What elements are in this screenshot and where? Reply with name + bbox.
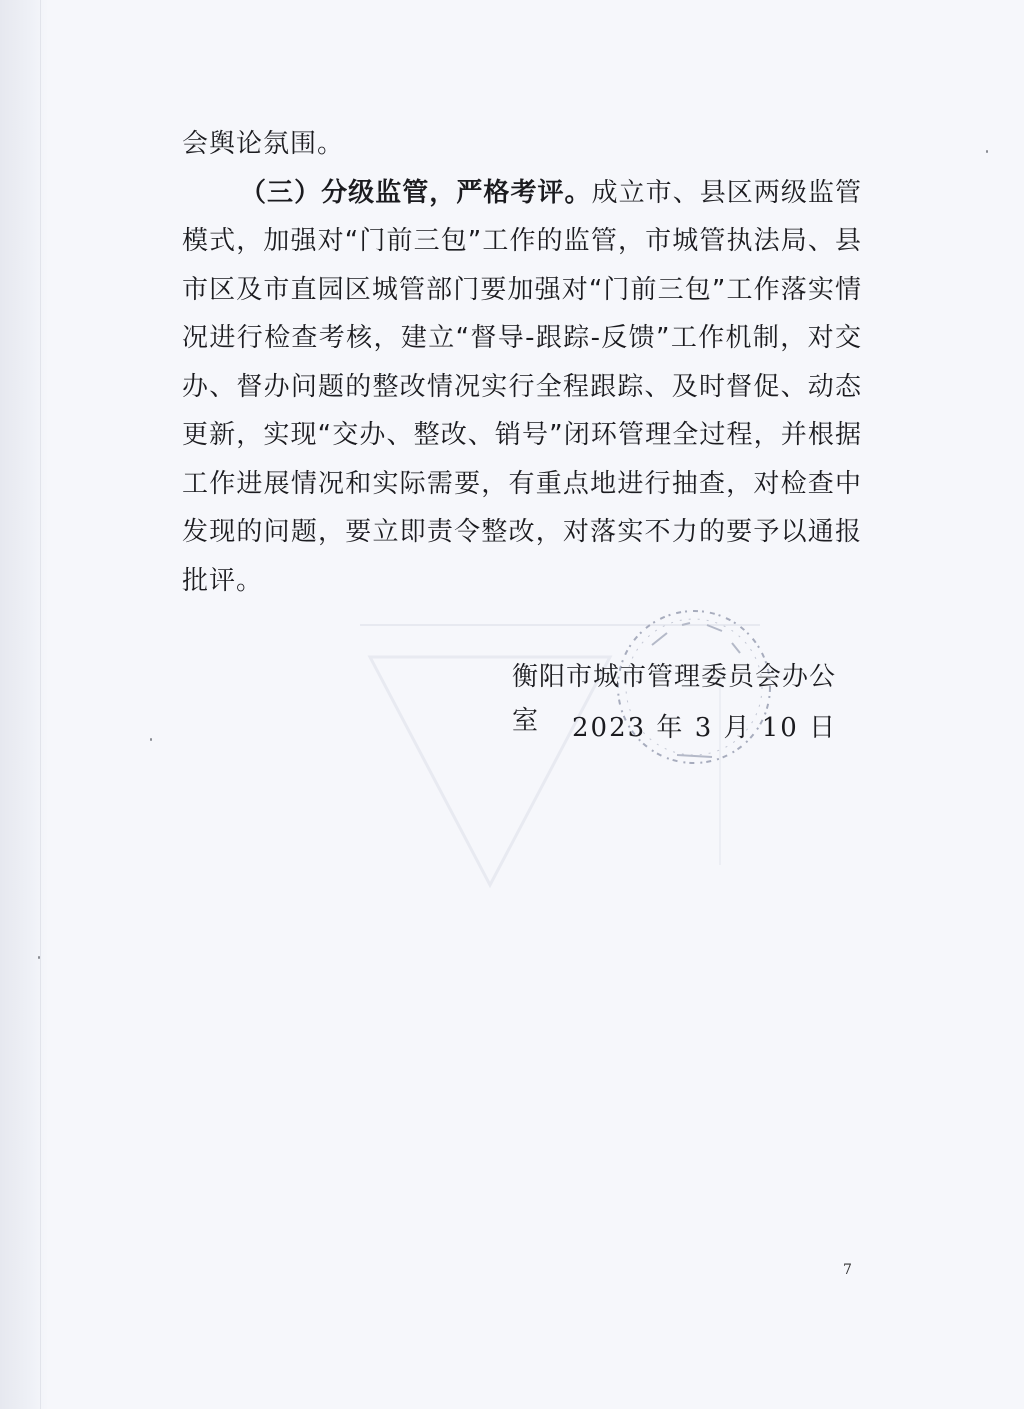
scan-speck <box>38 956 40 959</box>
document-body <box>182 120 862 605</box>
issuing-organization: 衡阳市城市管理委员会办公室 <box>512 662 837 736</box>
binding-edge <box>40 0 41 1409</box>
page-number: 7 <box>843 1262 852 1278</box>
scan-speck <box>150 738 152 741</box>
paragraph-tail: 会舆论氛围。 <box>182 129 345 159</box>
issue-date: 2023 年 3 月 10 日 <box>572 713 838 743</box>
scan-speck <box>986 150 988 153</box>
section-body: 成立市、县区两级监管模式，加强对“门前三包”工作的监管，市城管执法局、县市区及市直园区城管部门要加强对“门前三包”工作落实情况进行检查考核，建立“督导-跟踪-反馈”工作机制，对交办、督办问题的整改情况实行全程跟踪、及时督促、动态更新，实现“交办、整改、销号”闭环管理全过程，并根据工作进展情况和实际需要，有重点地进行抽查，对检查中发现的问题，要立即责令整改，对落实不力的要予以通报批评。 <box>182 177 862 596</box>
section-heading: （三）分级监管，严格考评。 <box>240 177 592 208</box>
section-paragraph <box>182 169 862 606</box>
signature-block <box>512 655 852 743</box>
